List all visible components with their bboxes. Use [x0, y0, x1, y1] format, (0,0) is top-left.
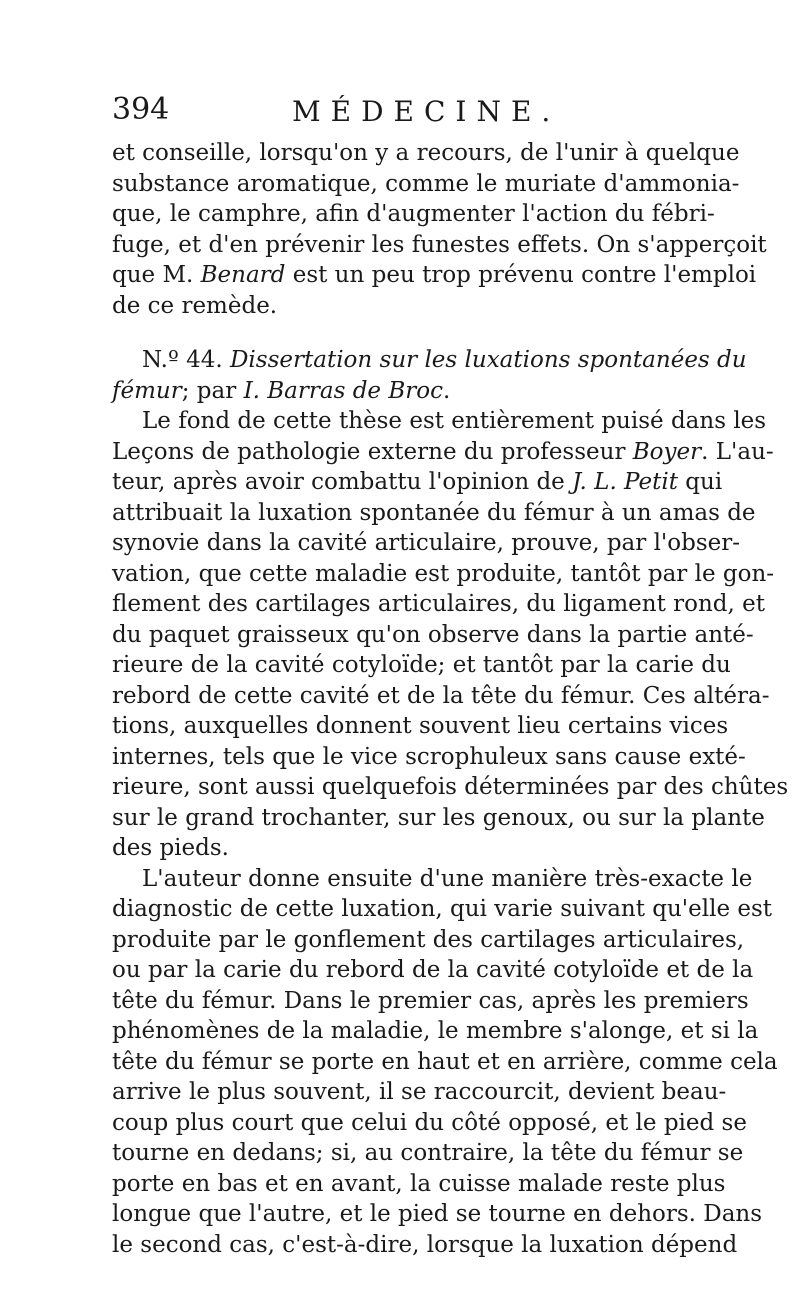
- text-line: diagnostic de cette luxation, qui varie suivant qu'elle est: [112, 896, 773, 922]
- text-run: Leçons de pathologie externe du professeur: [112, 438, 633, 465]
- text-run: ; par: [181, 377, 244, 404]
- text-line: [112, 437, 774, 468]
- text-run: est un peu trop prévenu contre l'emploi: [285, 262, 757, 288]
- text-line: substance aromatique, comme le muriate d'ammonia-: [112, 170, 740, 197]
- article-title: Dissertation sur les luxations spontanées du: [229, 347, 747, 373]
- body-text: [112, 138, 789, 1260]
- text-run: . L'au-: [701, 438, 774, 465]
- text-line: rebord de cette cavité et de la tête du fémur. Ces altéra-: [112, 682, 770, 709]
- text-line: attribuait la luxation spontanée du fémur à un amas de: [112, 499, 756, 526]
- text-line: tourne en dedans; si, au contraire, la tête du fémur se: [112, 1140, 744, 1166]
- text-line: produite par le gonflement des cartilages articulaires,: [112, 926, 745, 953]
- text-line: le second cas, c'est-à-dire, lorsque la luxation dépend: [112, 1231, 738, 1258]
- person-name: Boyer: [632, 438, 702, 465]
- section-gap: [112, 321, 686, 345]
- text-line: synovie dans la cavité articulaire, prouve, par l'obser-: [112, 530, 741, 556]
- text-line: fuge, et d'en prévenir les funestes effets. On s'apperçoit: [112, 231, 767, 258]
- text-line: coup plus court que celui du côté opposé, et le pied se: [112, 1109, 747, 1136]
- text-run: teur, après avoir combattu l'opinion de: [112, 469, 573, 495]
- text-line: tête du fémur se porte en haut et en arrière, comme cela: [112, 1048, 778, 1075]
- page-header: [112, 90, 692, 134]
- text-line: ou par la carie du rebord de la cavité cotyloïde et de la: [112, 957, 754, 983]
- text-line: sur le grand trochanter, sur les genoux, ou sur la plante: [112, 804, 765, 831]
- text-line: tions, auxquelles donnent souvent lieu certains vices: [112, 713, 729, 739]
- text-line: et conseille, lorsqu'on y a recours, de l'unir à quelque: [112, 140, 740, 166]
- person-name: Benard: [200, 262, 286, 288]
- text-line: du paquet graisseux qu'on observe dans la partie anté-: [112, 621, 754, 648]
- text-run: .: [442, 377, 451, 404]
- text-line: L'auteur donne ensuite d'une manière très-exacte le: [142, 865, 753, 892]
- text-line: [112, 467, 723, 498]
- text-line: phénomènes de la maladie, le membre s'alonge, et si la: [112, 1018, 759, 1044]
- article-heading: [112, 345, 747, 376]
- text-line: de ce remède.: [112, 292, 278, 319]
- text-run: que M.: [112, 262, 201, 288]
- article-heading-cont: [112, 376, 686, 407]
- text-line: rieure de la cavité cotyloïde; et tantôt par la carie du: [112, 652, 731, 678]
- text-line: flement des cartilages articulaires, du ligament rond, et: [112, 591, 765, 617]
- article-number: N.º 44.: [142, 347, 230, 373]
- text-line: Le fond de cette thèse est entièrement puisé dans les: [142, 408, 767, 434]
- page-number: 394: [112, 92, 170, 127]
- text-line: internes, tels que le vice scrophuleux sans cause exté-: [112, 743, 746, 770]
- text-line: longue que l'autre, et le pied se tourne en dehors. Dans: [112, 1201, 763, 1227]
- text-line: porte en bas et en avant, la cuisse malade reste plus: [112, 1170, 726, 1197]
- text-line: tête du fémur. Dans le premier cas, après les premiers: [112, 987, 749, 1014]
- person-name: J. L. Petit: [572, 469, 678, 495]
- text-line: que, le camphre, afin d'augmenter l'action du fébri-: [112, 201, 715, 227]
- text-line: des pieds.: [112, 835, 229, 861]
- running-head: MÉDECINE.: [292, 95, 561, 128]
- text-run: qui: [677, 469, 723, 495]
- text-line: arrive le plus souvent, il se raccourcit, devient beau-: [112, 1079, 727, 1105]
- text-line: [112, 260, 757, 291]
- article-author: I. Barras de Broc: [243, 377, 443, 404]
- article-title-cont: fémur: [112, 377, 182, 404]
- text-line: vation, que cette maladie est produite, tantôt par le gon-: [112, 560, 775, 587]
- text-line: rieure, sont aussi quelquefois déterminées par des chûtes: [112, 774, 789, 800]
